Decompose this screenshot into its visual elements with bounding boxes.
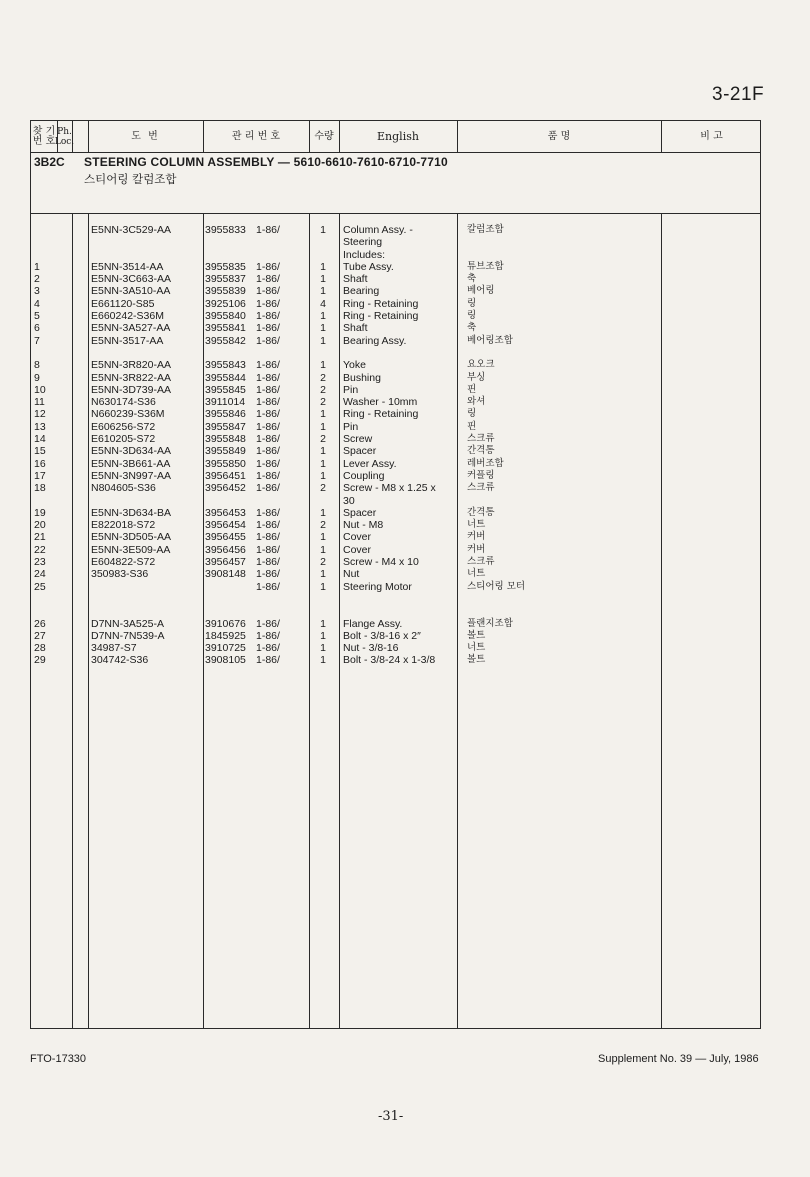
- header-divider: [31, 152, 760, 153]
- english-name: Pin: [343, 420, 359, 433]
- effective-date: 1-86/: [256, 457, 280, 470]
- part-number: D7NN-7N539-A: [91, 629, 165, 642]
- quantity: 2: [320, 556, 326, 569]
- english-name: Pin: [343, 383, 359, 396]
- table-row: [31, 285, 760, 297]
- page-number: -31-: [378, 1109, 404, 1124]
- management-number: 1845925: [205, 629, 246, 642]
- part-number: 350983-S36: [91, 568, 149, 581]
- item-number: 9: [34, 371, 40, 384]
- parts-table: [30, 120, 761, 1029]
- english-name: Lever Assy.: [343, 457, 397, 470]
- item-number: 6: [34, 322, 40, 335]
- quantity: 2: [320, 371, 326, 384]
- part-number: E5NN-3514-AA: [91, 260, 164, 273]
- parts-list: [31, 224, 760, 667]
- item-number: 20: [34, 519, 46, 532]
- english-name: Includes:: [343, 248, 386, 261]
- korean-name: 튜브조합: [467, 260, 504, 272]
- korean-name: 스크류: [467, 433, 495, 445]
- table-row: [31, 261, 760, 273]
- management-number: 3955845: [205, 383, 246, 396]
- header-ph-loc: Ph. Loc.: [54, 126, 75, 147]
- korean-name: 링: [467, 408, 477, 420]
- korean-name: 핀: [467, 383, 477, 395]
- quantity: 1: [320, 531, 326, 544]
- part-number: E5NN-3R820-AA: [91, 359, 171, 372]
- quantity: 2: [320, 482, 326, 495]
- item-number: 24: [34, 568, 46, 581]
- korean-name: 볼트: [467, 629, 486, 641]
- korean-name: 요오크: [467, 359, 495, 371]
- table-row: [31, 322, 760, 334]
- table-row: [31, 445, 760, 457]
- table-row: [31, 470, 760, 482]
- management-number: 3956451: [205, 469, 246, 482]
- english-name: Cover: [343, 531, 372, 544]
- quantity: 4: [320, 297, 326, 310]
- management-number: 3956452: [205, 482, 246, 495]
- quantity: 1: [320, 334, 326, 347]
- quantity: 1: [320, 420, 326, 433]
- effective-date: 1-86/: [256, 297, 280, 310]
- korean-name: 와셔: [467, 396, 486, 408]
- management-number: 3956455: [205, 531, 246, 544]
- quantity: 1: [320, 457, 326, 470]
- item-number: 19: [34, 506, 46, 519]
- effective-date: 1-86/: [256, 285, 280, 298]
- table-row: [31, 519, 760, 531]
- part-number: E660242-S36M: [91, 310, 164, 323]
- table-row: [31, 408, 760, 420]
- part-number: D7NN-3A525-A: [91, 617, 164, 630]
- english-name: Shaft: [343, 273, 368, 286]
- header-english: English: [377, 129, 419, 143]
- assembly-divider: [31, 213, 760, 214]
- quantity: 2: [320, 433, 326, 446]
- effective-date: 1-86/: [256, 543, 280, 556]
- effective-date: 1-86/: [256, 420, 280, 433]
- table-row: [31, 359, 760, 371]
- row-spacer: [31, 347, 760, 359]
- supplement-note: Supplement No. 39 — July, 1986: [598, 1053, 759, 1065]
- quantity: 1: [320, 642, 326, 655]
- quantity: 1: [320, 580, 326, 593]
- part-number: E5NN-3D634-BA: [91, 506, 171, 519]
- english-name: Bushing: [343, 371, 381, 384]
- part-number: E5NN-3N997-AA: [91, 469, 171, 482]
- part-number: E5NN-3B661-AA: [91, 457, 171, 470]
- table-row: [31, 396, 760, 408]
- item-number: 10: [34, 383, 46, 396]
- table-row: [31, 224, 760, 236]
- part-number: E5NN-3D739-AA: [91, 383, 171, 396]
- quantity: 1: [320, 629, 326, 642]
- effective-date: 1-86/: [256, 642, 280, 655]
- part-number: E822018-S72: [91, 519, 156, 532]
- quantity: 1: [320, 273, 326, 286]
- effective-date: 1-86/: [256, 580, 280, 593]
- effective-date: 1-86/: [256, 396, 280, 409]
- part-number: E5NN-3A527-AA: [91, 322, 171, 335]
- item-number: 1: [34, 260, 40, 273]
- table-row: [31, 495, 760, 507]
- part-number: 304742-S36: [91, 654, 149, 667]
- part-number: E5NN-3E509-AA: [91, 543, 171, 556]
- part-number: E5NN-3A510-AA: [91, 285, 171, 298]
- english-name: Bolt - 3/8-16 x 2″: [343, 629, 421, 642]
- quantity: 2: [320, 383, 326, 396]
- row-spacer: [31, 605, 760, 617]
- management-number: 3908148: [205, 568, 246, 581]
- management-number: 3955846: [205, 408, 246, 421]
- page-id: 3-21F: [712, 84, 765, 105]
- item-number: 21: [34, 531, 46, 544]
- header-part-name: 품 명: [547, 130, 571, 142]
- english-name: Spacer: [343, 506, 377, 519]
- table-row: [31, 556, 760, 568]
- form-number: FTO-17330: [30, 1053, 87, 1065]
- management-number: 3956456: [205, 543, 246, 556]
- effective-date: 1-86/: [256, 482, 280, 495]
- korean-name: 핀: [467, 420, 477, 432]
- english-name: Screw: [343, 433, 373, 446]
- english-name: Washer - 10mm: [343, 396, 418, 409]
- effective-date: 1-86/: [256, 506, 280, 519]
- quantity: 1: [320, 310, 326, 323]
- korean-name: 칼럼조합: [467, 224, 504, 235]
- effective-date: 1-86/: [256, 469, 280, 482]
- effective-date: 1-86/: [256, 383, 280, 396]
- table-row: [31, 482, 760, 494]
- korean-name: 스크류: [467, 482, 495, 494]
- english-name: Flange Assy.: [343, 617, 403, 630]
- effective-date: 1-86/: [256, 556, 280, 569]
- item-number: 29: [34, 654, 46, 667]
- english-name: Coupling: [343, 469, 385, 482]
- english-name: Screw - M4 x 10: [343, 556, 419, 569]
- part-number: E610205-S72: [91, 433, 156, 446]
- english-name: Ring - Retaining: [343, 310, 419, 323]
- item-number: 26: [34, 617, 46, 630]
- table-row: [31, 384, 760, 396]
- korean-name: 축: [467, 322, 477, 334]
- english-name: Cover: [343, 543, 372, 556]
- quantity: 1: [320, 408, 326, 421]
- part-number: N804605-S36: [91, 482, 156, 495]
- korean-name: 스티어링 모터: [467, 580, 526, 592]
- part-number: E606256-S72: [91, 420, 156, 433]
- effective-date: 1-86/: [256, 334, 280, 347]
- effective-date: 1-86/: [256, 629, 280, 642]
- part-number: 34987-S7: [91, 642, 137, 655]
- quantity: 1: [320, 654, 326, 667]
- table-row: [31, 507, 760, 519]
- korean-name: 베어링: [467, 285, 495, 297]
- part-number: E5NN-3D505-AA: [91, 531, 171, 544]
- korean-name: 너트: [467, 642, 486, 654]
- effective-date: 1-86/: [256, 519, 280, 532]
- assembly-code: 3B2C: [34, 155, 65, 169]
- effective-date: 1-86/: [256, 531, 280, 544]
- english-name: Yoke: [343, 359, 366, 372]
- english-name: Nut - M8: [343, 519, 384, 532]
- item-number: 27: [34, 629, 46, 642]
- english-name: Nut - 3/8-16: [343, 642, 399, 655]
- effective-date: 1-86/: [256, 371, 280, 384]
- item-number: 11: [34, 396, 45, 409]
- effective-date: 1-86/: [256, 224, 280, 236]
- item-number: 22: [34, 543, 46, 556]
- quantity: 1: [320, 469, 326, 482]
- korean-name: 플랜지조합: [467, 617, 513, 629]
- management-number: 3956453: [205, 506, 246, 519]
- management-number: 3955850: [205, 457, 246, 470]
- table-row: [31, 372, 760, 384]
- table-row: [31, 618, 760, 630]
- management-number: 3956454: [205, 519, 246, 532]
- table-row: [31, 335, 760, 347]
- part-number: E604822-S72: [91, 556, 156, 569]
- table-row: [31, 642, 760, 654]
- header-qty: 수량: [314, 130, 334, 142]
- quantity: 1: [320, 506, 326, 519]
- table-row: [31, 531, 760, 543]
- item-number: 17: [34, 469, 46, 482]
- quantity: 1: [320, 322, 326, 335]
- assembly-korean-title: 스티어링 칼럼조합: [84, 172, 177, 186]
- korean-name: 커플링: [467, 469, 495, 481]
- table-row: [31, 544, 760, 556]
- korean-name: 간격통: [467, 445, 495, 457]
- item-number: 8: [34, 359, 40, 372]
- management-number: 3955839: [205, 285, 246, 298]
- english-name: 30: [343, 494, 355, 507]
- quantity: 1: [320, 359, 326, 372]
- korean-name: 레버조합: [467, 457, 504, 469]
- header-remarks: 비 고: [700, 130, 723, 142]
- effective-date: 1-86/: [256, 617, 280, 630]
- korean-name: 링: [467, 297, 477, 309]
- english-name: Shaft: [343, 322, 368, 335]
- table-row: [31, 273, 760, 285]
- effective-date: 1-86/: [256, 310, 280, 323]
- korean-name: 스크류: [467, 556, 495, 568]
- english-name: Bearing: [343, 285, 380, 298]
- english-name: Column Assy. -: [343, 224, 413, 236]
- korean-name: 축: [467, 273, 477, 285]
- management-number: 3955848: [205, 433, 246, 446]
- english-name: Screw - M8 x 1.25 x: [343, 482, 436, 495]
- table-row: [31, 654, 760, 666]
- management-number: 3955849: [205, 445, 246, 458]
- item-number: 5: [34, 310, 40, 323]
- korean-name: 부싱: [467, 371, 486, 383]
- assembly-title: STEERING COLUMN ASSEMBLY — 5610-6610-7610-6710-7710: [84, 155, 448, 169]
- row-spacer: [31, 593, 760, 605]
- english-name: Nut: [343, 568, 360, 581]
- quantity: 1: [320, 617, 326, 630]
- english-name: Steering Motor: [343, 580, 412, 593]
- effective-date: 1-86/: [256, 260, 280, 273]
- table-row: [31, 310, 760, 322]
- item-number: 4: [34, 297, 40, 310]
- management-number: 3910725: [205, 642, 246, 655]
- part-number: E5NN-3C529-AA: [91, 224, 171, 236]
- table-row: [31, 249, 760, 261]
- quantity: 1: [320, 260, 326, 273]
- item-number: 7: [34, 334, 40, 347]
- item-number: 14: [34, 433, 46, 446]
- quantity: 1: [320, 224, 326, 236]
- quantity: 2: [320, 519, 326, 532]
- table-row: [31, 433, 760, 445]
- korean-name: 볼트: [467, 654, 486, 666]
- header-mgmt-no: 관 리 번 호: [231, 130, 281, 142]
- item-number: 23: [34, 556, 46, 569]
- item-number: 13: [34, 420, 46, 433]
- part-number: E661120-S85: [91, 297, 155, 310]
- management-number: 3955847: [205, 420, 246, 433]
- table-row: [31, 581, 760, 593]
- effective-date: 1-86/: [256, 568, 280, 581]
- english-name: Ring - Retaining: [343, 408, 419, 421]
- korean-name: 커버: [467, 543, 486, 555]
- management-number: 3955841: [205, 322, 246, 335]
- management-number: 3908105: [205, 654, 246, 667]
- table-row: [31, 421, 760, 433]
- management-number: 3955842: [205, 334, 246, 347]
- part-number: E5NN-3C663-AA: [91, 273, 171, 286]
- management-number: 3910676: [205, 617, 246, 630]
- header-drawing-no: 도 번: [131, 130, 160, 142]
- table-row: [31, 458, 760, 470]
- table-row: [31, 568, 760, 580]
- korean-name: 링: [467, 310, 477, 322]
- item-number: 28: [34, 642, 46, 655]
- effective-date: 1-86/: [256, 654, 280, 667]
- quantity: 1: [320, 445, 326, 458]
- item-number: 16: [34, 457, 46, 470]
- management-number: 3955833: [205, 224, 246, 236]
- part-number: N630174-S36: [91, 396, 156, 409]
- korean-name: 베어링조합: [467, 334, 513, 346]
- management-number: 3955837: [205, 273, 246, 286]
- header-find-no: 찾 기 번 호: [32, 125, 56, 147]
- part-number: E5NN-3R822-AA: [91, 371, 171, 384]
- effective-date: 1-86/: [256, 359, 280, 372]
- english-name: Spacer: [343, 445, 377, 458]
- part-number: N660239-S36M: [91, 408, 165, 421]
- management-number: 3955843: [205, 359, 246, 372]
- korean-name: 커버: [467, 531, 486, 543]
- quantity: 2: [320, 396, 326, 409]
- item-number: 25: [34, 580, 46, 593]
- item-number: 12: [34, 408, 46, 421]
- quantity: 1: [320, 285, 326, 298]
- korean-name: 너트: [467, 519, 486, 531]
- item-number: 2: [34, 273, 40, 286]
- effective-date: 1-86/: [256, 445, 280, 458]
- korean-name: 간격통: [467, 506, 495, 518]
- effective-date: 1-86/: [256, 408, 280, 421]
- item-number: 3: [34, 285, 40, 298]
- management-number: 3955840: [205, 310, 246, 323]
- management-number: 3925106: [205, 297, 246, 310]
- table-row: [31, 630, 760, 642]
- korean-name: 너트: [467, 568, 486, 580]
- management-number: 3911014: [205, 396, 246, 409]
- table-row: [31, 298, 760, 310]
- english-name: Ring - Retaining: [343, 297, 419, 310]
- management-number: 3955844: [205, 371, 246, 384]
- quantity: 1: [320, 543, 326, 556]
- management-number: 3955835: [205, 260, 246, 273]
- item-number: 18: [34, 482, 46, 495]
- part-number: E5NN-3517-AA: [91, 334, 164, 347]
- english-name: Steering: [343, 236, 383, 249]
- item-number: 15: [34, 445, 46, 458]
- quantity: 1: [320, 568, 326, 581]
- part-number: E5NN-3D634-AA: [91, 445, 171, 458]
- english-name: Bearing Assy.: [343, 334, 407, 347]
- effective-date: 1-86/: [256, 273, 280, 286]
- effective-date: 1-86/: [256, 433, 280, 446]
- english-name: Tube Assy.: [343, 260, 394, 273]
- table-row: [31, 236, 760, 248]
- effective-date: 1-86/: [256, 322, 280, 335]
- english-name: Bolt - 3/8-24 x 1-3/8: [343, 654, 436, 667]
- management-number: 3956457: [205, 556, 246, 569]
